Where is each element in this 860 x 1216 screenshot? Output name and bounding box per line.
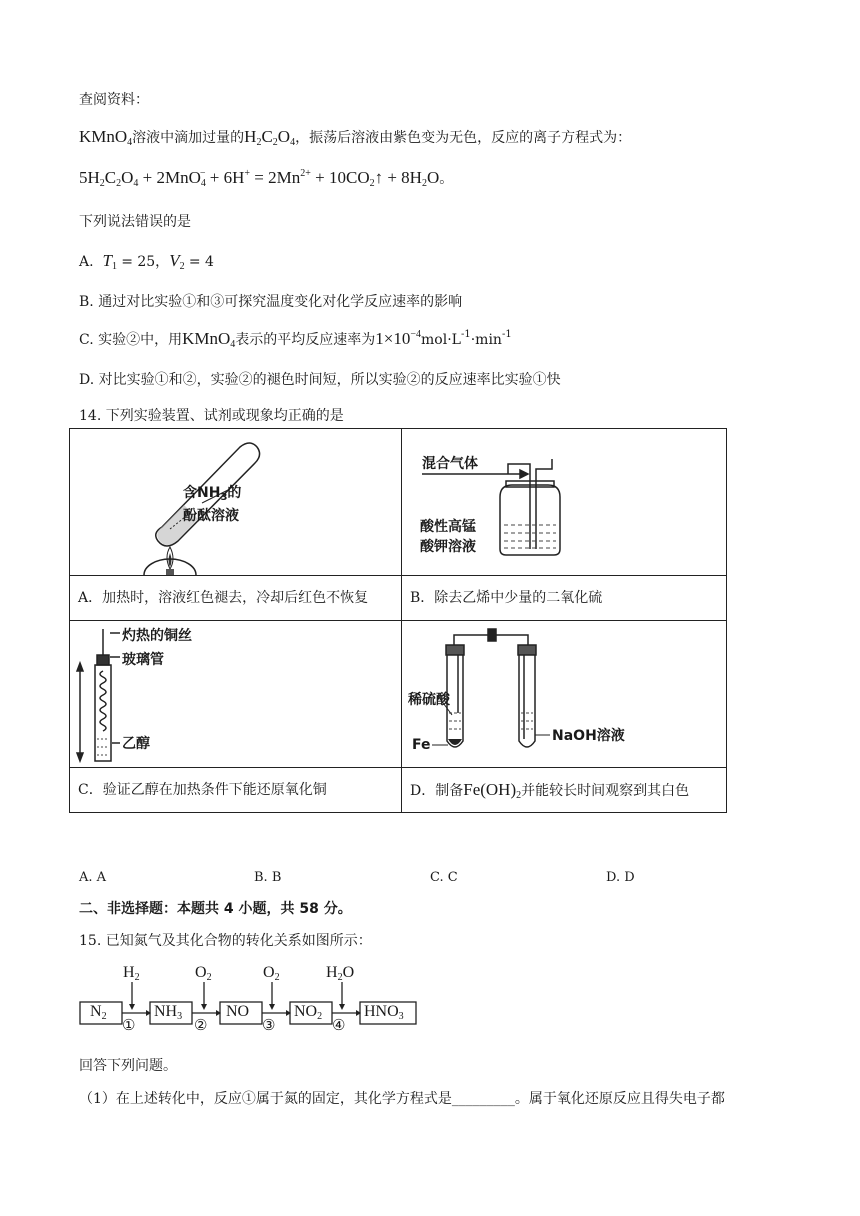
q13-option-a: A. $T_1 = 25$，$V_2 = 4$ (79, 251, 214, 272)
cell-b-image (402, 429, 727, 576)
answer-choice-a: A. A (79, 870, 107, 885)
ionic-equation: $5H_2C_2O_4 + 2MnO_4^- + 6H^+ = 2Mn^{2+}$ + $10CO_2↑ + 8H_2O$。 (79, 168, 454, 189)
q14-options-table (69, 428, 727, 813)
section-2-heading: 二、非选择题：本题共 4 小题，共 58 分。 (79, 901, 352, 917)
reagent-o2-b: $O_2$ (263, 964, 280, 983)
answer-choice-b: B. B (254, 870, 282, 885)
reference-heading: 查阅资料： (79, 92, 149, 108)
q15-answer-prompt: 回答下列问题。 (79, 1058, 177, 1074)
cell-d-image (402, 621, 727, 768)
ferrous-hydroxide-apparatus-diagram (402, 621, 726, 767)
cell-c-caption: C．验证乙醇在加热条件下能还原氧化铜 (70, 768, 402, 813)
cell-a-caption: A．加热时，溶液红色褪去，冷却后红色不恢复 (70, 576, 402, 621)
q13-option-b: B. 通过对比实验①和③可探究温度变化对化学反应速率的影响 (79, 294, 463, 310)
q13-option-c: C. 实验②中，用KMnO$_4$表示的平均反应速率为$1\times 10^{-4}mol\cdot L^{-1}\cdot\min^{-1}$ (79, 329, 512, 350)
iron-label: Fe (412, 737, 431, 753)
mixed-gas-label: 混合气体 (422, 456, 478, 472)
cell-b-caption: B．除去乙烯中少量的二氧化硫 (402, 576, 727, 621)
species-nh3: $NH_3$ (154, 1003, 183, 1022)
step-1: ① (122, 1016, 136, 1034)
cell-a-label: 含$NH_3$的 酚酞溶液 (183, 485, 242, 524)
cell-d-caption: D．制备$Fe(OH)_2$并能较长时间观察到其白色 (402, 768, 727, 813)
copper-wire-ethanol-diagram (70, 621, 401, 767)
hot-copper-wire-label: 灼热的铜丝 (122, 628, 192, 644)
cell-c-image (70, 621, 402, 768)
species-hno3: $HNO_3$ (364, 1003, 404, 1022)
reagent-h2: $H_2$ (123, 964, 140, 983)
question-13-prompt: 下列说法错误的是 (79, 214, 191, 230)
step-2: ② (194, 1016, 208, 1034)
q13-option-d: D. 对比实验①和②，实验②的褪色时间短，所以实验②的反应速率比实验①快 (79, 372, 561, 388)
dilute-sulfuric-acid-label: 稀硫酸 (408, 692, 450, 708)
step-3: ③ (262, 1016, 276, 1034)
question-14-title: 14. 下列实验装置、试剂或现象均正确的是 (79, 408, 344, 424)
ethanol-label: 乙醇 (122, 736, 150, 752)
naoh-solution-label: NaOH溶液 (552, 728, 625, 744)
reagent-h2o: $H_2O$ (326, 964, 355, 983)
step-4: ④ (332, 1016, 346, 1034)
q15-part-1: （1）在上述转化中，反应①属于氮的固定，其化学方程式是_________。属于氧化还原反应且得失电子都 (79, 1091, 725, 1107)
species-n2: $N_2$ (90, 1003, 107, 1022)
answer-choice-d: D. D (606, 870, 635, 885)
glass-tube-label: 玻璃管 (122, 652, 164, 668)
cell-a-image (70, 429, 402, 576)
kmno4-solution-label: 酸性高锰 酸钾溶液 (420, 519, 476, 555)
species-no2: $NO_2$ (294, 1003, 323, 1022)
reagent-o2-a: $O_2$ (195, 964, 212, 983)
reference-text: KMnO$_4$溶液中滴加过量的$H_2C_2O_4$，振荡后溶液由紫色变为无色，反应的离子方程式为： (79, 127, 632, 148)
question-15-intro: 15. 已知氮气及其化合物的转化关系如图所示： (79, 933, 372, 949)
answer-choice-c: C. C (430, 870, 458, 885)
species-no: NO (226, 1003, 250, 1020)
